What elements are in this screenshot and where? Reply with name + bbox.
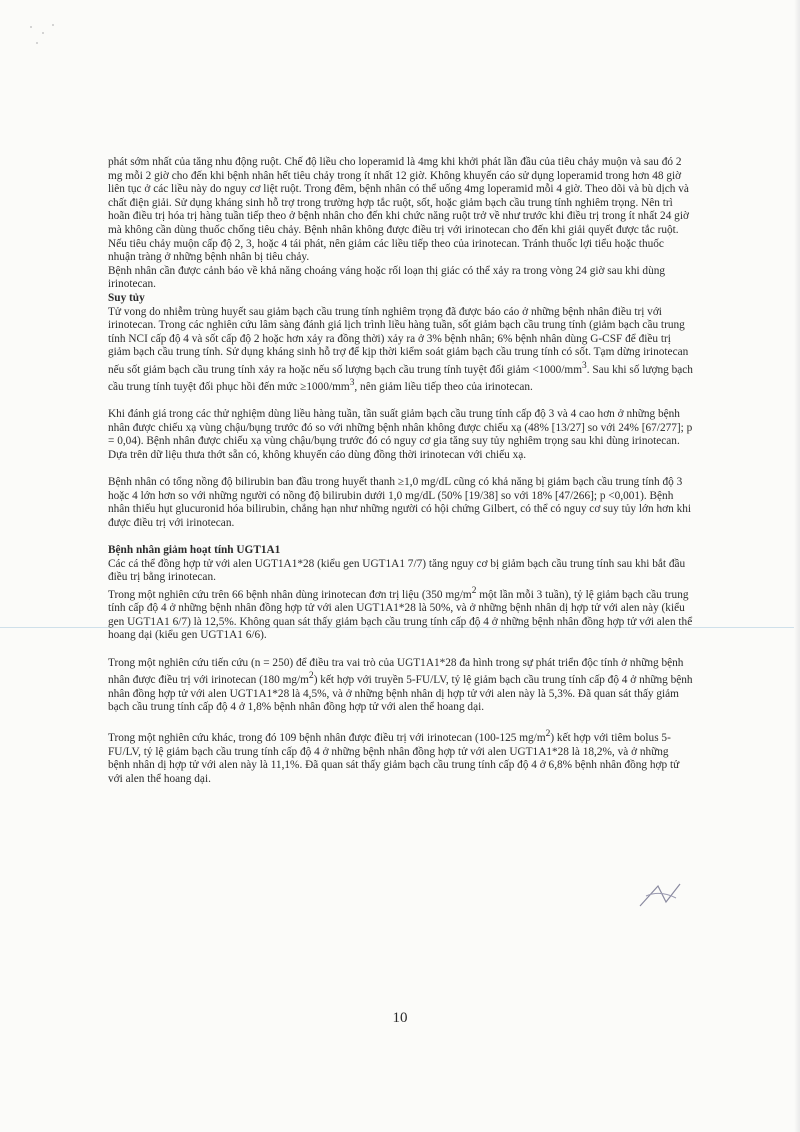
spacer xyxy=(108,463,693,477)
heading-suy-tuy: Suy tủy xyxy=(108,291,145,304)
paragraph-suy-tuy-1: Tử vong do nhiễm trùng huyết sau giảm bạch cầu trung tính nghiêm trọng đã được báo cáo ở những bệnh nhân điều trị với irinotecan. Trong các nghiên cứu lâm sàng đánh giá lịch trình liều hàng tuần, sốt giảm bạch cầu trung tính (giảm bạch cầu trung tính NCI cấp độ 4 và sốt cấp độ 2 hoặc hơn xảy ra đồng thời) xảy ra ở 3% bệnh nhân; 6% bệnh nhân dùng G-CSF để điều trị giảm bạch cầu trung tính. Sử dụng kháng sinh hỗ trợ để kịp thời kiểm soát giảm bạch cầu trung tính có sốt. Tạm dừng irinotecan nếu sốt giảm bạch cầu trung tính xảy ra hoặc nếu số lượng bạch cầu trung tính tuyệt đối giảm $<1000/mm^3$. Sau khi số lượng bạch cầu trung tính tuyệt đối phục hồi đến mức $\ge 1000/mm^3$, nên giảm liều tiếp theo của irinotecan. xyxy=(108,305,693,394)
paragraph-warning: Bệnh nhân cần được cảnh báo về khả năng choáng váng hoặc rối loạn thị giác có thể xảy ra trong vòng 24 giờ sau khi dùng irinotecan. xyxy=(108,264,666,291)
paragraph-suy-tuy-3: Bệnh nhân có tổng nồng độ bilirubin ban đầu trong huyết thanh ≥1,0 mg/dL cũng có khả năng bị giảm bạch cầu trung tính độ 3 hoặc 4 lớn hơn so với những người có nồng độ bilirubin dưới 1,0 mg/dL (50% [19/38] so với 18% [47/266]; p <0,001). Bệnh nhân thiếu hụt glucuronid hóa bilirubin, chẳng hạn như những người có hội chứng Gilbert, có thể có nguy cơ suy tủy lớn hơn khi được điều trị với irinotecan. xyxy=(108,476,692,529)
spacer xyxy=(108,643,693,657)
scan-artifact-dots xyxy=(28,22,68,52)
handwritten-mark xyxy=(636,880,686,910)
spacer xyxy=(108,395,693,409)
paragraph-ugt-3: Trong một nghiên cứu tiến cứu (n = 250) để điều tra vai trò của UGT1A1*28 đa hình trong sự phát triển độc tính ở những bệnh nhân được điều trị với irinotecan (180 $mg/m^2$) kết hợp với truyền 5-FU/LV, tỷ lệ giảm bạch cầu trung tính cấp độ 4 ở những bệnh nhân đồng hợp tử với alen UGT1A1*28 là 4,5%, và ở những bệnh nhân dị hợp tử với alen này là 5,3%. Đã quan sát thấy giảm bạch cầu trung tính cấp độ 4 ở 1,8% bệnh nhân đồng hợp tử với alen thể hoang dại. xyxy=(108,656,693,714)
paragraph-ugt-4: Trong một nghiên cứu khác, trong đó 109 bệnh nhân được điều trị với irinotecan (100-125 $mg/m^2$) kết hợp với tiêm bolus 5-FU/LV, tỷ lệ giảm bạch cầu trung tính cấp độ 4 ở những bệnh nhân đồng hợp tử với alen UGT1A1*28 là 18,2%, và ở những bệnh nhân dị hợp tử với alen này là 11,1%. Đã quan sát thấy giảm bạch cầu trung tính cấp độ 4 ở 6,8% bệnh nhân đồng hợp tử với alen thể hoang dại. xyxy=(108,729,680,785)
heading-ugt1a1: Bệnh nhân giảm hoạt tính UGT1A1 xyxy=(108,544,281,557)
page-edge-shadow xyxy=(794,0,800,1132)
spacer xyxy=(108,715,693,729)
paragraph-loperamid: phát sớm nhất của tăng nhu động ruột. Chế độ liều cho loperamid là 4mg khi khởi phát lần đầu của tiêu chảy muộn và sau đó 2 mg mỗi 2 giờ cho đến khi bệnh nhân hết tiêu chảy trong ít nhất 12 giờ. Không khuyến cáo sử dụng loperamid trong hơn 48 giờ liên tục ở các liều này do nguy cơ liệt ruột. Trong đêm, bệnh nhân có thể uống 4mg loperamid mỗi 4 giờ. Theo dõi và bù dịch và chất điện giải. Sử dụng kháng sinh hỗ trợ trong trường hợp tắc ruột, sốt, hoặc giảm bạch cầu trung tính nghiêm trọng. Nên trì hoãn điều trị hóa trị hàng tuần tiếp theo ở bệnh nhân cho đến khi chức năng ruột trở về như trước khi điều trị trong ít nhất 24 giờ mà không cần dùng thuốc chống tiêu chảy. Bệnh nhân không được điều trị với irinotecan cho đến khi giải quyết được tắc ruột. Nếu tiêu chảy muộn cấp độ 2, 3, hoặc 4 tái phát, nên giảm các liều tiếp theo của irinotecan. Tránh thuốc lợi tiểu hoặc thuốc nhuận tràng ở những bệnh nhân bị tiêu chảy. xyxy=(108,156,689,264)
paragraph-ugt-1: Các cá thể đồng hợp tử với alen UGT1A1*28 (kiểu gen UGT1A1 7/7) tăng nguy cơ bị giảm bạch cầu trung tính sau khi bắt đầu điều trị bằng irinotecan. xyxy=(108,557,686,584)
paragraph-ugt-2: Trong một nghiên cứu trên 66 bệnh nhân dùng irinotecan đơn trị liệu (350 $mg/m^2$ một lần mỗi 3 tuần), tỷ lệ giảm bạch cầu trung tính cấp độ 4 ở những bệnh nhân đồng hợp tử với alen UGT1A1*28 là 50%, và ở những bệnh nhân dị hợp tử với alen này (kiểu gen UGT1A1 6/7) là 12,5%. Không quan sát thấy giảm bạch cầu trung tính cấp độ 4 ở những bệnh nhân đồng hợp tử với alen thể hoang dại (kiểu gen UGT1A1 6/6). xyxy=(108,585,693,642)
page-number: 10 xyxy=(392,1010,408,1026)
paragraph-suy-tuy-2: Khi đánh giá trong các thử nghiệm dùng liều hàng tuần, tần suất giảm bạch cầu trung tính cấp độ 3 và 4 cao hơn ở những bệnh nhân được chiếu xạ vùng chậu/bụng trước đó so với những bệnh nhân không được chiếu xạ (48% [13/27] so với 24% [67/277]; p = 0,04). Bệnh nhân được chiếu xạ vùng chậu/bụng trước đó có nguy cơ gia tăng suy tủy nghiêm trọng sau khi dùng irinotecan. Dựa trên dữ liệu thưa thớt sẵn có, không khuyến cáo dùng đồng thời irinotecan với chiếu xạ. xyxy=(108,408,693,461)
spacer xyxy=(108,531,693,545)
document-body xyxy=(108,156,693,787)
